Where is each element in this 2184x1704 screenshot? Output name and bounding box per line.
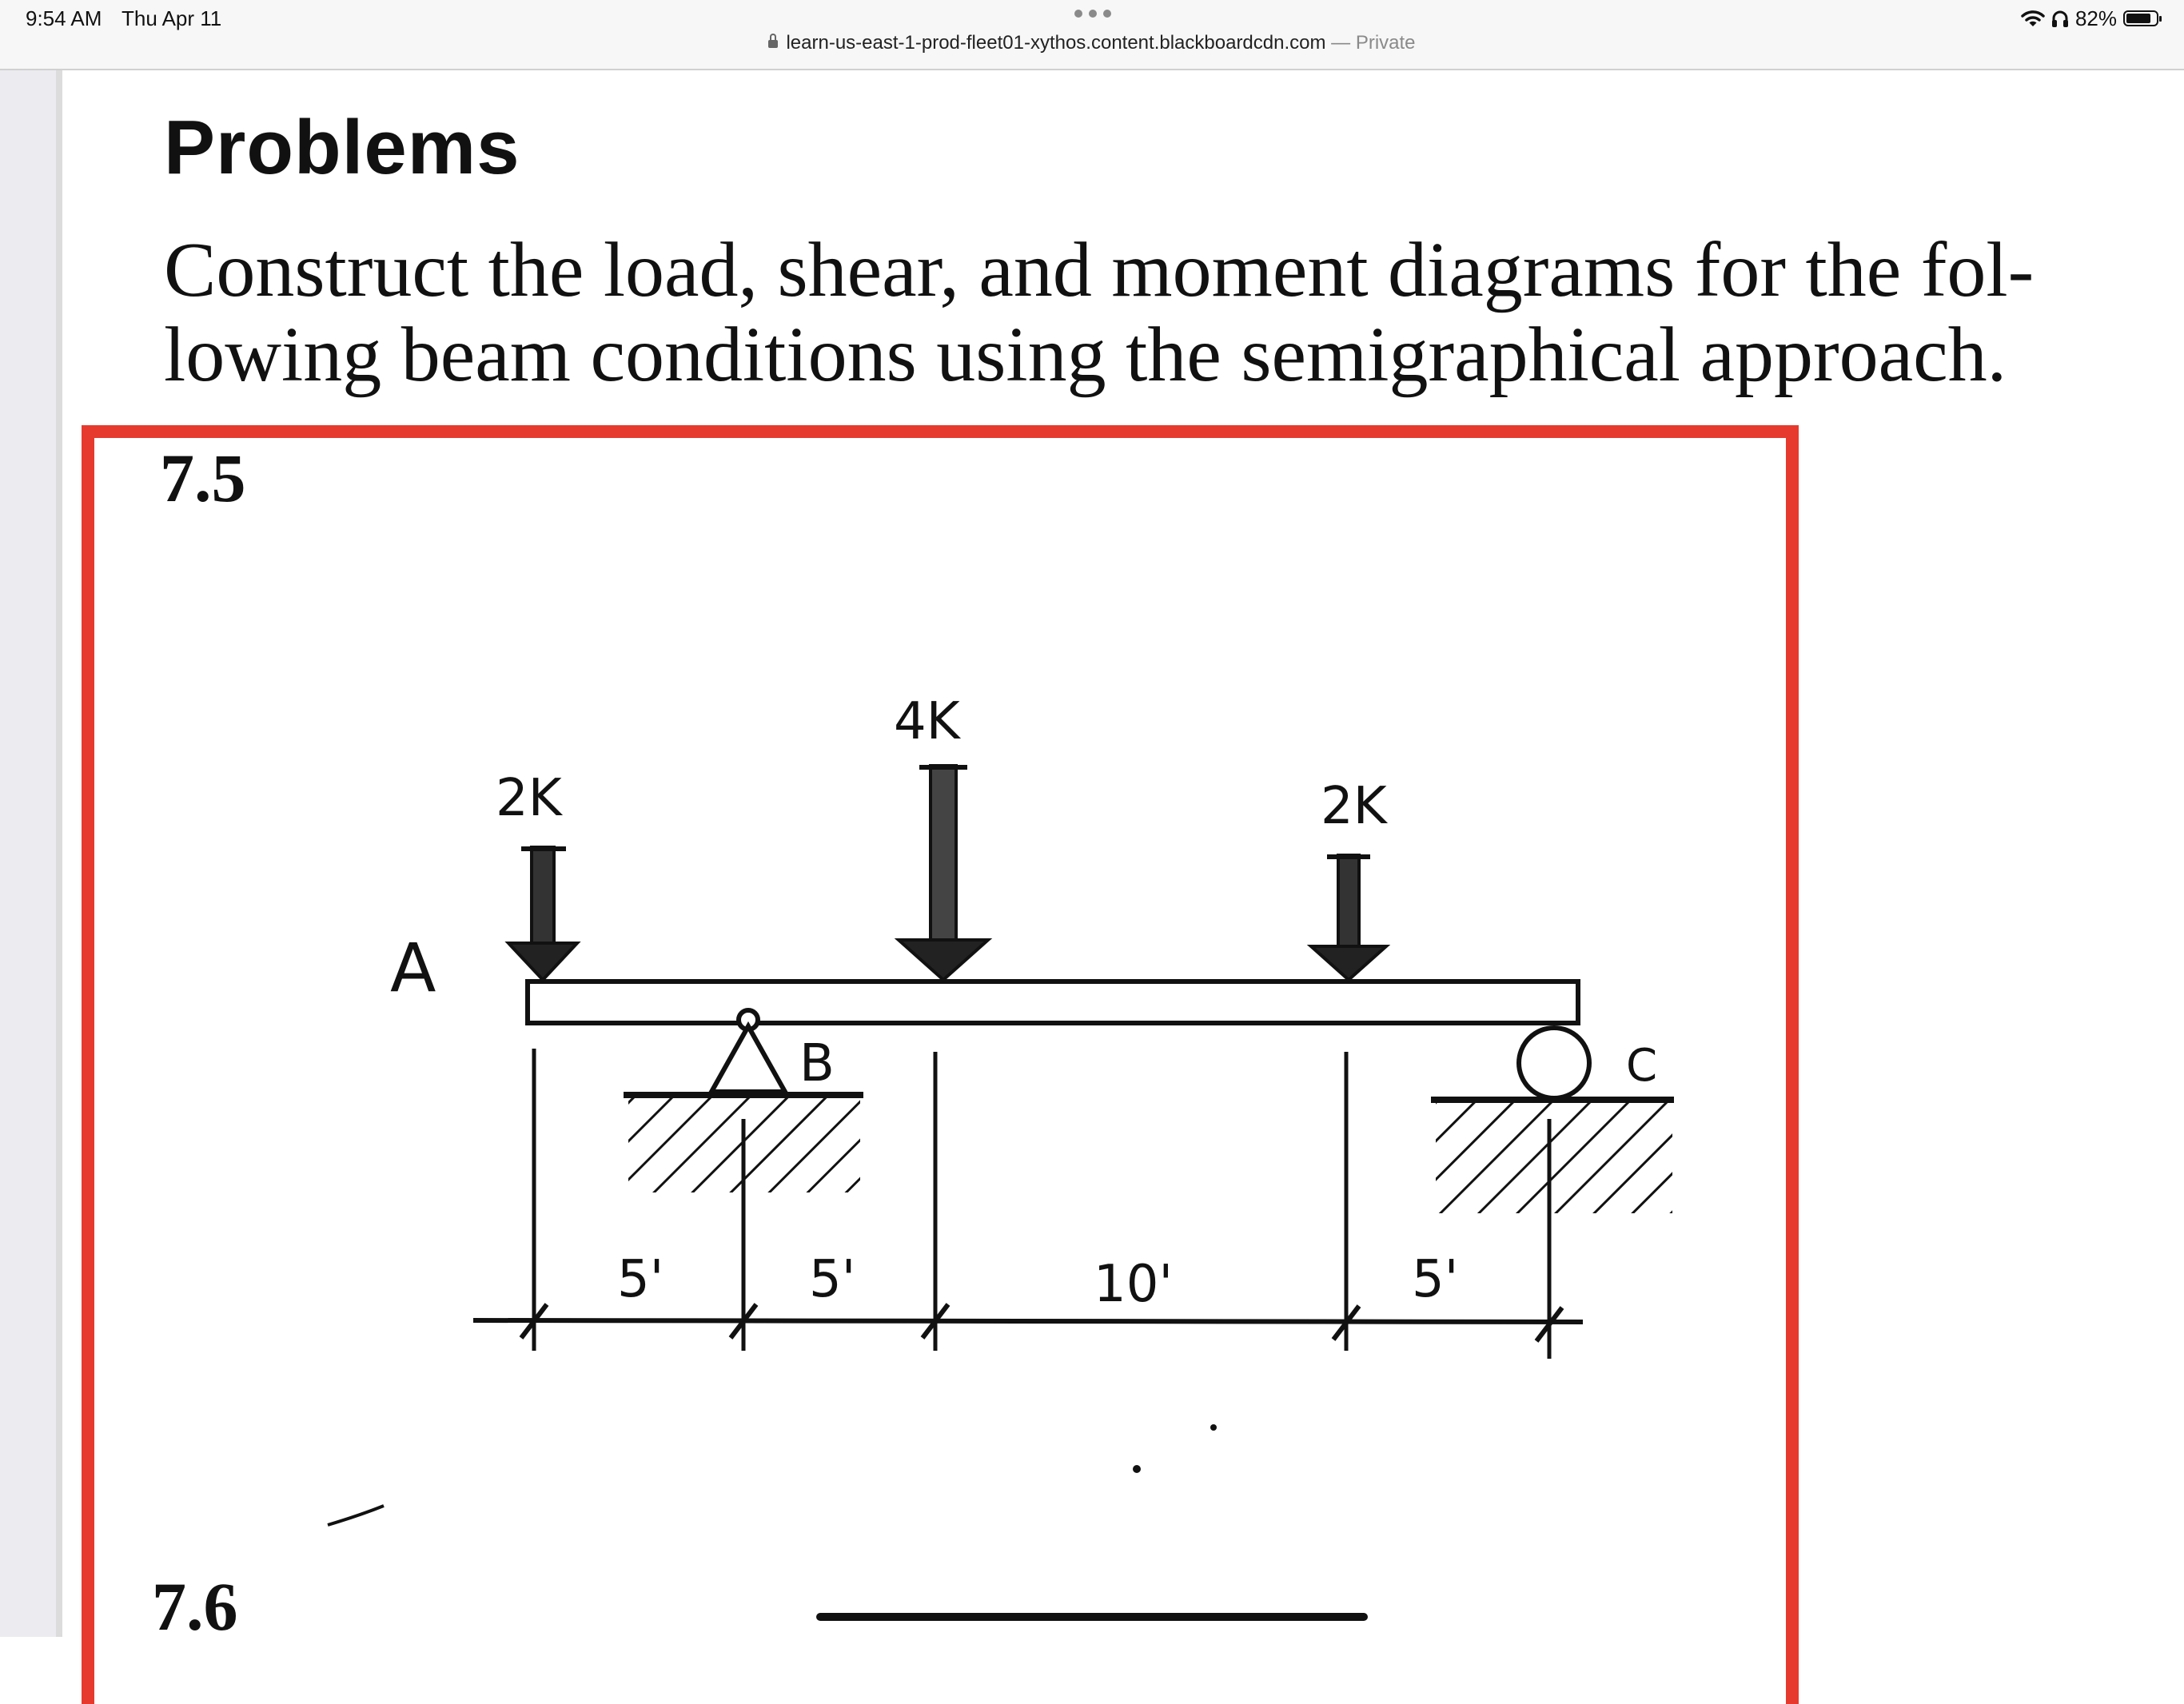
point-label-b: B bbox=[799, 1034, 835, 1093]
status-date: Thu Apr 11 bbox=[122, 6, 222, 30]
problem-number-7-6: 7.6 bbox=[152, 1568, 238, 1645]
home-indicator[interactable] bbox=[816, 1613, 1368, 1621]
beam bbox=[528, 981, 1578, 1023]
span-label-4: 5' bbox=[1412, 1250, 1459, 1309]
status-time: 9:54 AM bbox=[26, 6, 102, 30]
span-label-1: 5' bbox=[617, 1250, 664, 1309]
page-heading: Problems bbox=[164, 105, 520, 190]
load-label-right: 2K bbox=[1321, 777, 1387, 836]
load-arrow-right bbox=[1311, 855, 1386, 980]
battery-percent: 82% bbox=[2074, 6, 2117, 30]
span-label-3: 10' bbox=[1094, 1255, 1174, 1314]
load-arrow-midspan bbox=[899, 766, 988, 980]
problem-number-7-5: 7.5 bbox=[160, 440, 246, 516]
point-label-a: A bbox=[390, 929, 436, 1007]
point-label-c: C bbox=[1626, 1040, 1658, 1092]
private-label: — Private bbox=[1331, 32, 1416, 54]
span-label-2: 5' bbox=[809, 1250, 856, 1309]
load-arrow-a bbox=[508, 847, 577, 980]
load-label-a: 2K bbox=[496, 769, 562, 828]
dimension-line bbox=[473, 1304, 1583, 1341]
url-text: learn-us-east-1-prod-fleet01-xythos.content.blackboardcdn.com bbox=[786, 32, 1326, 54]
scan-specks bbox=[328, 1424, 1217, 1525]
load-label-midspan: 4K bbox=[894, 692, 960, 751]
instruction-line-1: Construct the load, shear, and moment diagrams for the fol- bbox=[164, 227, 2035, 313]
instruction-line-2: lowing beam conditions using the semigraphical approach. bbox=[164, 312, 2007, 398]
